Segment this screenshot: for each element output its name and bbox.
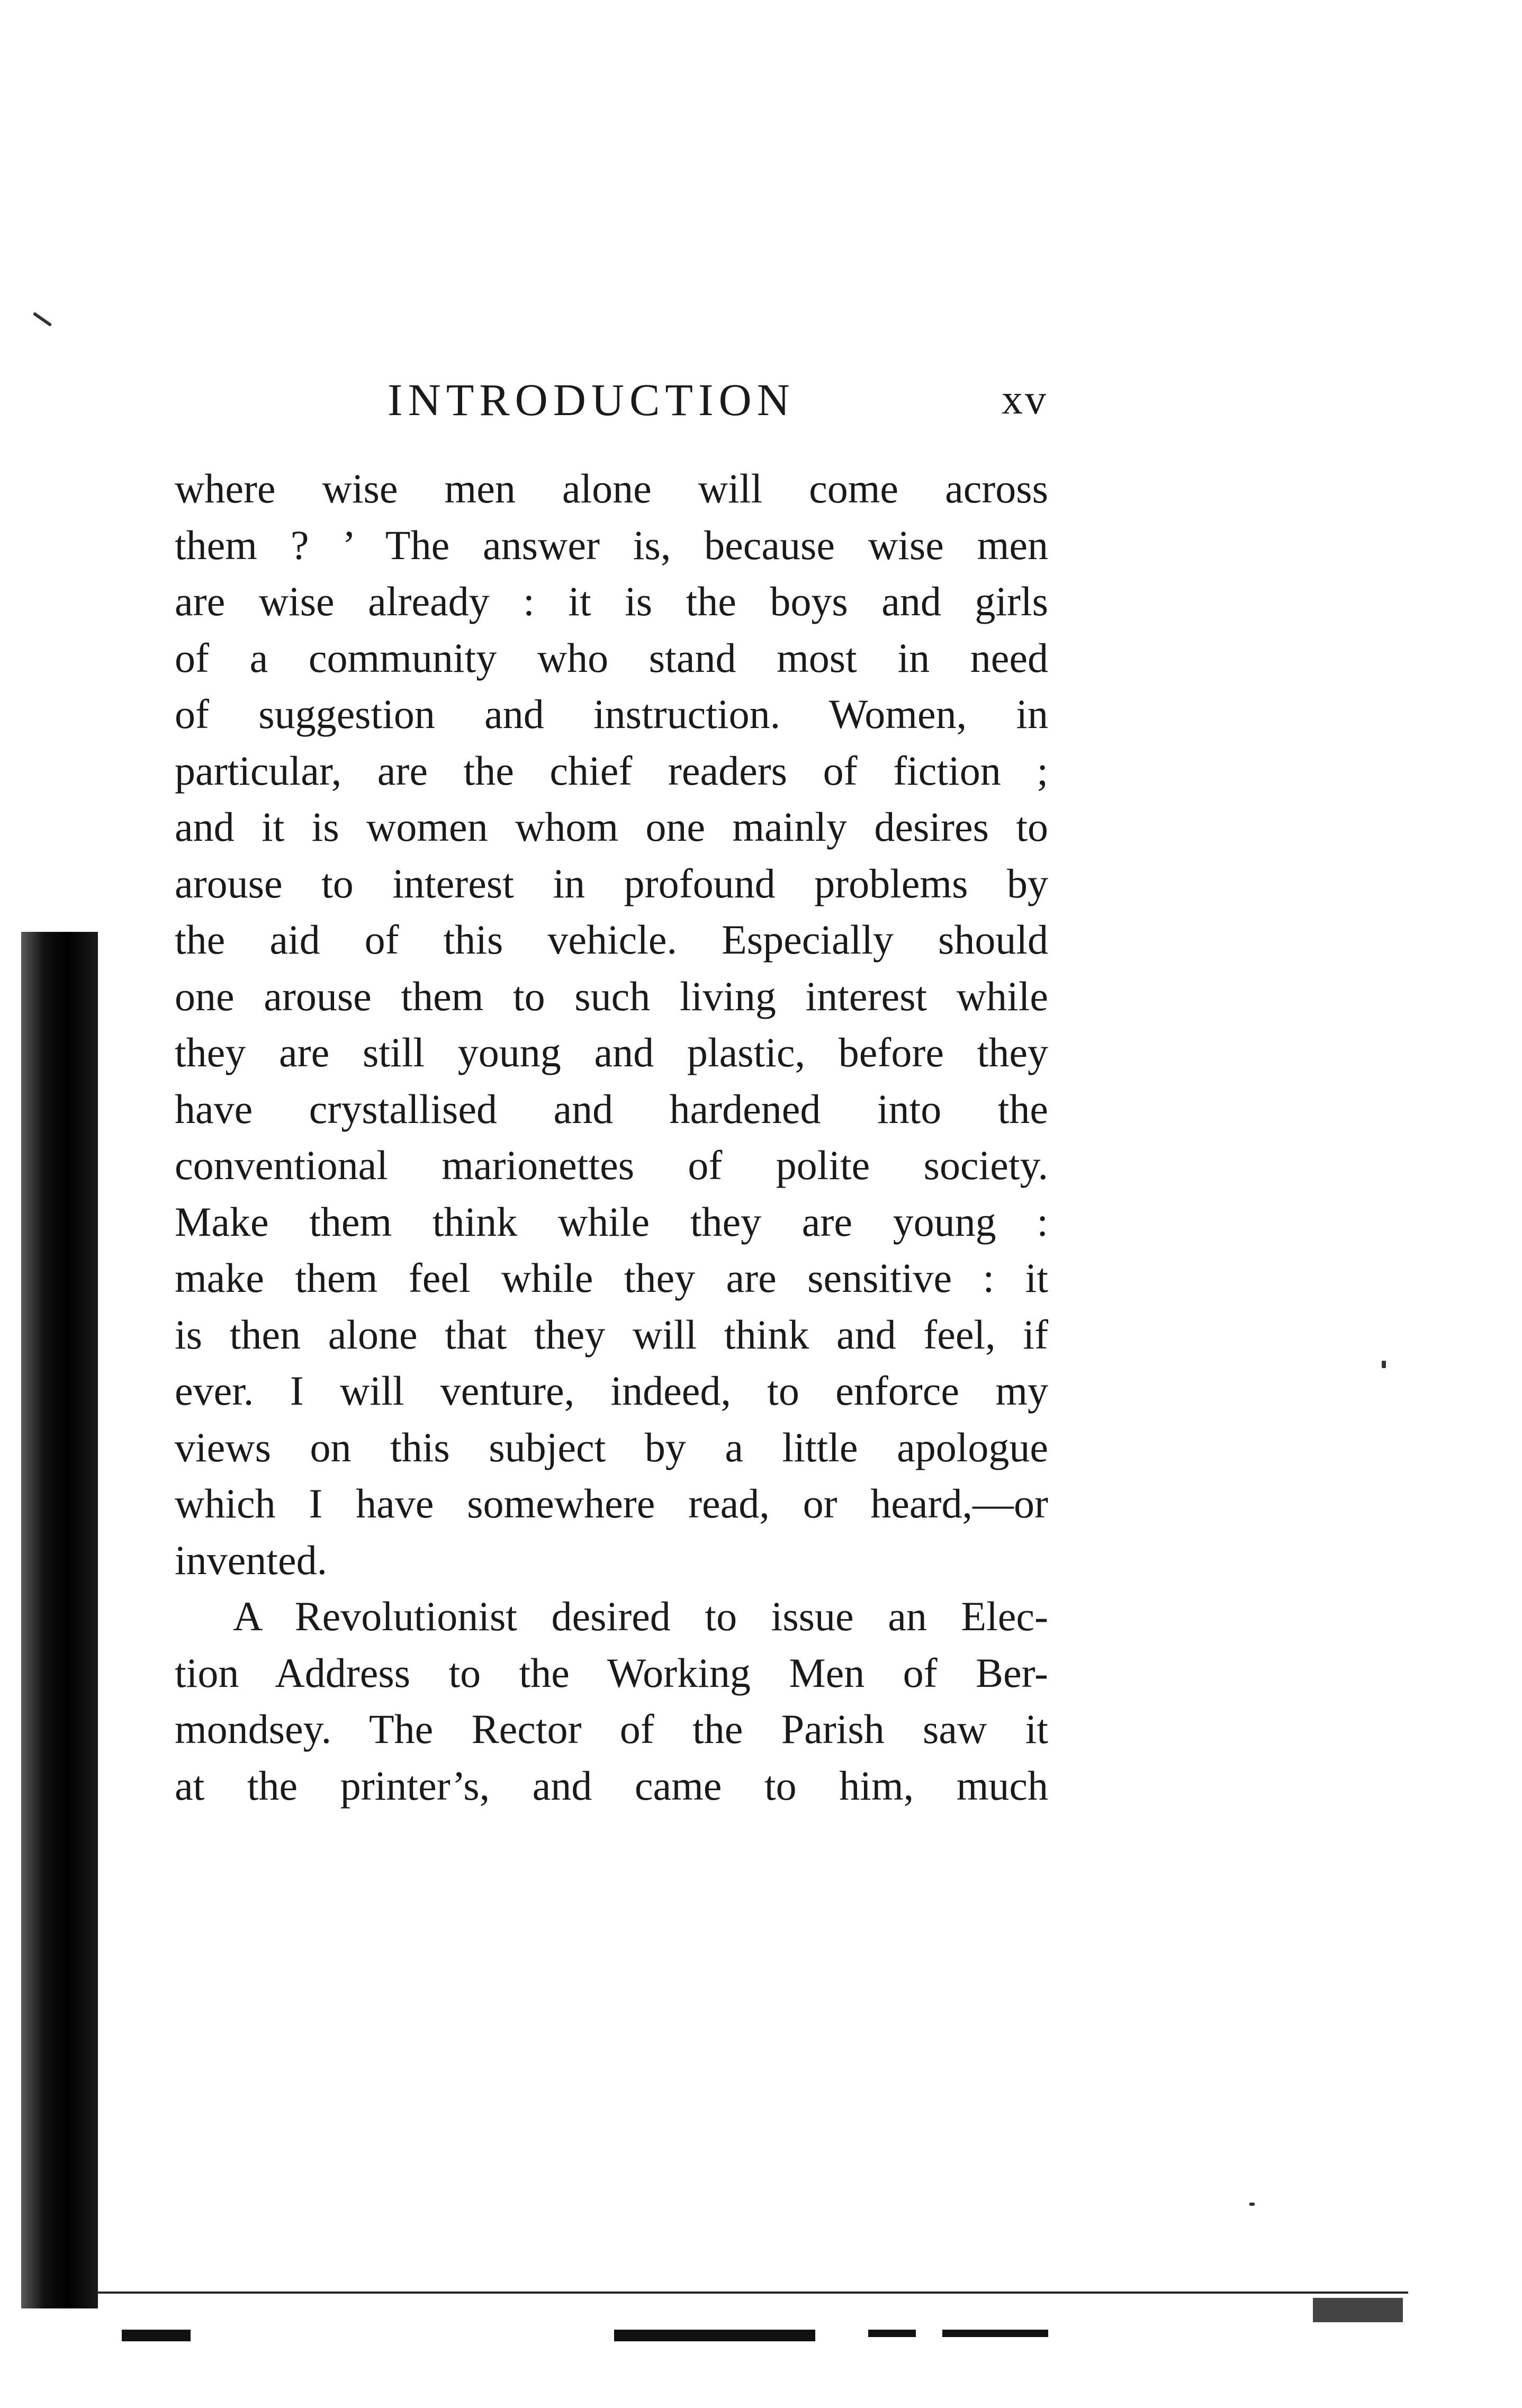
scan-smudge: [1313, 2298, 1403, 2322]
text-line: Make them think while they are young :: [175, 1198, 1048, 1245]
text-line: particular, are the chief readers of fiction ;: [175, 747, 1048, 794]
text-line: make them feel while they are sensitive : it: [175, 1255, 1048, 1301]
scan-speck: [1382, 1361, 1386, 1368]
text-line: have crystallised and hardened into the: [175, 1085, 1048, 1132]
scan-smudge: [122, 2330, 191, 2341]
text-line: A Revolutionist desired to issue an Elec-: [233, 1593, 1048, 1639]
text-line: views on this subject by a little apologue: [175, 1424, 1048, 1470]
running-title: INTRODUCTION: [388, 374, 795, 425]
text-line: of a community who stand most in need: [175, 634, 1048, 681]
page-number: xv: [1002, 376, 1048, 423]
text-line: the aid of this vehicle. Especially should: [175, 917, 1048, 963]
paragraph-2: [175, 1588, 1048, 1814]
text-line: one arouse them to such living interest while: [175, 973, 1048, 1019]
text-line: arouse to interest in profound problems by: [175, 860, 1048, 906]
paragraph-1: [175, 461, 1048, 1588]
text-line: are wise already : it is the boys and girls: [175, 578, 1048, 624]
scan-smudge: [868, 2330, 916, 2337]
text-line: is then alone that they will think and feel, if: [175, 1311, 1048, 1358]
scan-smudge: [614, 2330, 815, 2341]
text-line: which I have somewhere read, or heard,—or: [175, 1480, 1048, 1526]
text-line: they are still young and plastic, before they: [175, 1029, 1048, 1075]
scan-speck: [33, 312, 52, 327]
text-line: conventional marionettes of polite society.: [175, 1142, 1048, 1188]
text-line: them ? ’ The answer is, because wise men: [175, 522, 1048, 568]
running-head: [180, 371, 1048, 429]
text-line: mondsey. The Rector of the Parish saw it: [175, 1706, 1048, 1752]
text-line: tion Address to the Working Men of Ber-: [175, 1649, 1048, 1696]
text-line: invented.: [175, 1537, 328, 1583]
scan-speck: [1249, 2203, 1255, 2206]
text-line: ever. I will venture, indeed, to enforce my: [175, 1368, 1048, 1414]
binding-shadow: [21, 932, 98, 2308]
page-bottom-rule: [95, 2292, 1408, 2294]
body-text: [175, 461, 1048, 1814]
text-line: where wise men alone will come across: [175, 465, 1048, 511]
text-line: at the printer’s, and came to him, much: [175, 1762, 1048, 1809]
text-line: of suggestion and instruction. Women, in: [175, 691, 1048, 737]
text-line: and it is women whom one mainly desires to: [175, 804, 1048, 850]
scan-smudge: [942, 2330, 1048, 2337]
